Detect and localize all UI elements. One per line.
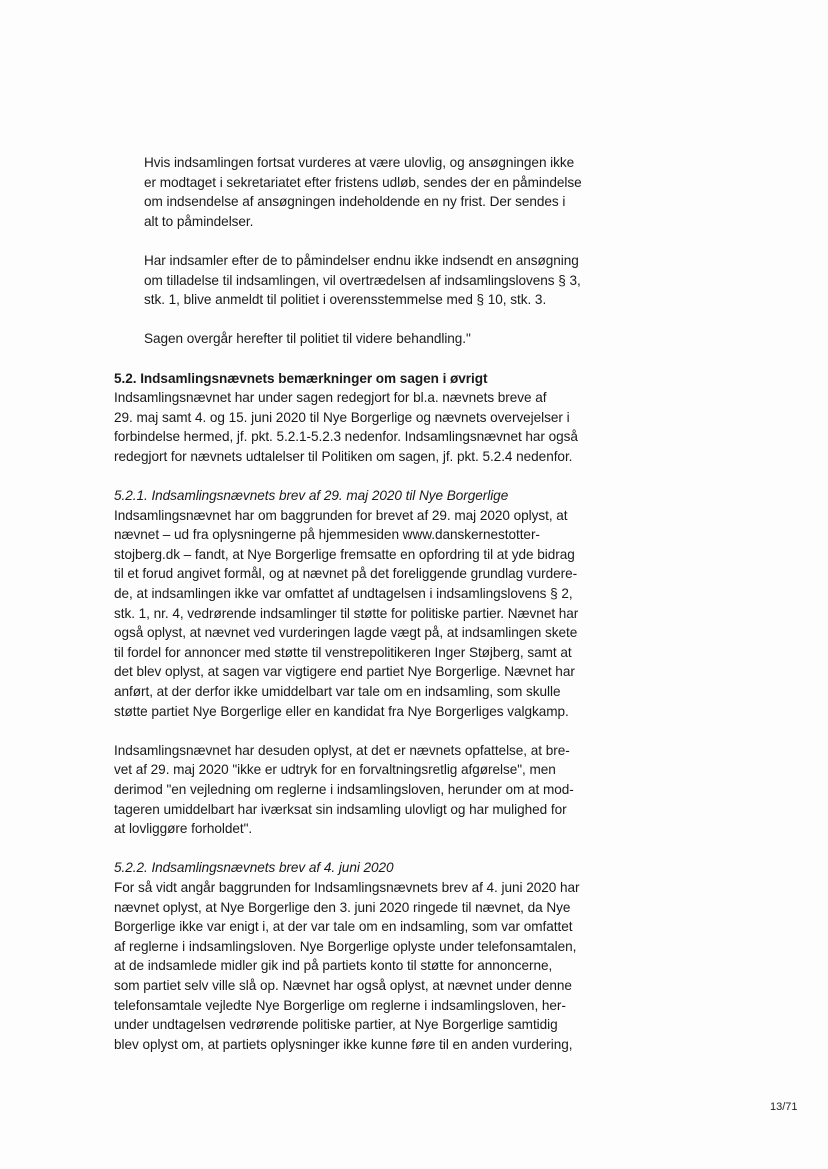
section-paragraph — [114, 506, 604, 722]
text-line: Sagen overgår herefter til politiet til videre behandling." — [144, 331, 471, 347]
text-line: For så vidt angår baggrunden for Indsamlingsnævnets brev af 4. juni 2020 har — [114, 879, 580, 895]
text-line: nævnet – ud fra oplysningerne på hjemmesiden www.danskernestotter- — [114, 527, 540, 543]
text-line: også oplyst, at nævnet ved vurderingen lagde vægt på, at indsamlingen skete — [114, 625, 578, 641]
text-line: de, at indsamlingen ikke var omfattet af undtagelsen i indsamlingslovens § 2, — [114, 586, 573, 602]
text-line: derimod "en vejledning om reglerne i indsamlingsloven, herunder om at mod- — [114, 782, 574, 797]
text-line: til fordel for annoncer med støtte til venstrepolitikeren Inger Støjberg, samt at — [114, 644, 572, 660]
quote-paragraph-3 — [144, 329, 604, 349]
text-line: at de indsamlede midler gik ind på partiets konto til støtte for annoncerne, — [114, 958, 553, 974]
section-heading: 5.2. Indsamlingsnævnets bemærkninger om sagen i øvrigt — [114, 370, 488, 386]
section-5-2-1 — [114, 486, 604, 839]
text-line: stk. 1, blive anmeldt til politiet i overensstemmelse med § 10, stk. 3. — [144, 292, 547, 308]
section-5-2 — [114, 369, 604, 467]
text-line: tageren umiddelbart har iværksat sin indsamling ulovligt og har mulighed for — [114, 801, 567, 817]
quote-paragraph-1 — [144, 153, 604, 231]
text-line: til et forud angivet formål, og at nævnet på det foreliggende grundlag vurdere- — [114, 566, 578, 582]
quoted-passage — [144, 153, 604, 349]
subsection-heading: 5.2.1. Indsamlingsnævnets brev af 29. maj 2020 til Nye Borgerlige — [114, 488, 509, 504]
text-line: under undtagelsen vedrørende politiske partier, at Nye Borgerlige samtidig — [114, 1017, 558, 1033]
text-line: 29. maj samt 4. og 15. juni 2020 til Nye Borgerlige og nævnets overvejelser i — [114, 409, 570, 425]
quote-paragraph-2 — [144, 251, 604, 310]
text-line: støtte partiet Nye Borgerlige eller en kandidat fra Nye Borgerliges valgkamp. — [114, 703, 569, 719]
text-line: om tilladelse til indsamlingen, vil overtrædelsen af indsamlingslovens § 3, — [144, 272, 581, 288]
text-line: at lovliggøre forholdet". — [114, 821, 253, 837]
text-line: Indsamlingsnævnet har under sagen redegjort for bl.a. nævnets breve af — [114, 390, 547, 406]
section-paragraph — [114, 878, 604, 1054]
text-line: blev oplyst om, at partiets oplysninger ikke kunne føre til en anden vurdering, — [114, 1036, 573, 1052]
text-line: nævnet oplyst, at Nye Borgerlige den 3. juni 2020 ringede til nævnet, da Nye — [114, 899, 571, 915]
page-number: 13/71 — [770, 1101, 798, 1113]
text-line: Indsamlingsnævnet har om baggrunden for brevet af 29. maj 2020 oplyst, at — [114, 507, 568, 523]
section-5-2-2 — [114, 858, 604, 1054]
text-line: det blev oplyst, at sagen var vigtigere end partiet Nye Borgerlige. Nævnet har — [114, 664, 575, 680]
text-line: Indsamlingsnævnet har desuden oplyst, at det er nævnets opfattelse, at bre- — [114, 742, 570, 758]
section-paragraph — [114, 741, 604, 839]
text-line: telefonsamtale vejledte Nye Borgerlige om reglerne i indsamlingsloven, her- — [114, 997, 566, 1013]
text-line: er modtaget i sekretariatet efter fristens udløb, sendes der en påmindelse — [144, 174, 582, 190]
text-line: forbindelse hermed, jf. pkt. 5.2.1-5.2.3 nedenfor. Indsamlingsnævnet har også — [114, 429, 578, 445]
text-line: alt to påmindelser. — [144, 213, 254, 229]
text-line: Hvis indsamlingen fortsat vurderes at være ulovlig, og ansøgningen ikke — [144, 155, 575, 170]
page-body — [114, 153, 604, 1054]
text-line: som partiet selv ville slå op. Nævnet har også oplyst, at nævnet under denne — [114, 977, 572, 993]
text-line: om indsendelse af ansøgningen indeholdende en ny frist. Der sendes i — [144, 194, 566, 210]
text-line: Har indsamler efter de to påmindelser endnu ikke indsendt en ansøgning — [144, 252, 579, 268]
text-line: redegjort for nævnets udtalelser til Politiken om sagen, jf. pkt. 5.2.4 nedenfor. — [114, 448, 573, 464]
text-line: stojberg.dk – fandt, at Nye Borgerlige fremsatte en opfordring til at yde bidrag — [114, 546, 575, 562]
text-line: af reglerne i indsamlingsloven. Nye Borgerlige oplyste under telefonsamtalen, — [114, 938, 577, 954]
text-line: anført, at der derfor ikke umiddelbart var tale om en indsamling, som skulle — [114, 684, 561, 700]
text-line: vet af 29. maj 2020 "ikke er udtryk for en forvaltningsretlig afgørelse", men — [114, 762, 556, 778]
subsection-heading: 5.2.2. Indsamlingsnævnets brev af 4. juni 2020 — [114, 860, 394, 876]
text-line: Borgerlige ikke var enigt i, at der var tale om en indsamling, som var omfattet — [114, 919, 573, 935]
section-paragraph — [114, 388, 604, 466]
text-line: stk. 1, nr. 4, vedrørende indsamlinger til støtte for politiske partier. Nævnet har — [114, 605, 579, 621]
